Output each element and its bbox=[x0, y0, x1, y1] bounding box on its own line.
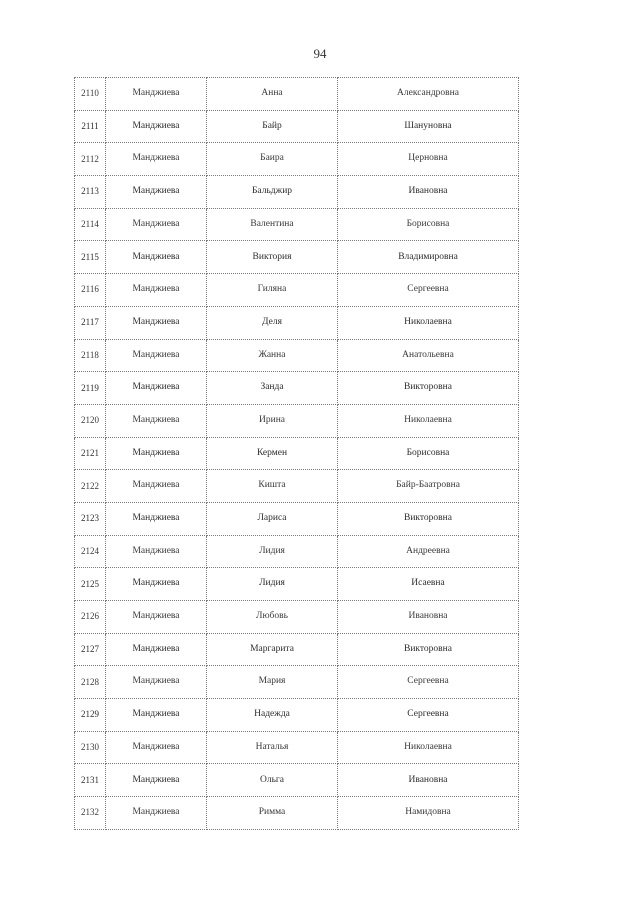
last-name-cell: Манджиева bbox=[106, 274, 207, 307]
patronymic-cell: Сергеевна bbox=[338, 699, 519, 732]
last-name-cell: Манджиева bbox=[106, 78, 207, 111]
table-row bbox=[75, 764, 519, 797]
table-row bbox=[75, 731, 519, 764]
first-name-cell: Кермен bbox=[207, 437, 338, 470]
table-row bbox=[75, 78, 519, 111]
table-row bbox=[75, 143, 519, 176]
table-row bbox=[75, 339, 519, 372]
first-name-cell: Надежда bbox=[207, 699, 338, 732]
row-number-cell: 2131 bbox=[75, 764, 106, 797]
row-number-cell: 2123 bbox=[75, 502, 106, 535]
patronymic-cell: Николаевна bbox=[338, 731, 519, 764]
first-name-cell: Деля bbox=[207, 306, 338, 339]
last-name-cell: Манджиева bbox=[106, 601, 207, 634]
last-name-cell: Манджиева bbox=[106, 764, 207, 797]
row-number-cell: 2116 bbox=[75, 274, 106, 307]
row-number-cell: 2111 bbox=[75, 110, 106, 143]
table-row bbox=[75, 502, 519, 535]
patronymic-cell: Шануновна bbox=[338, 110, 519, 143]
last-name-cell: Манджиева bbox=[106, 110, 207, 143]
first-name-cell: Валентина bbox=[207, 208, 338, 241]
last-name-cell: Манджиева bbox=[106, 666, 207, 699]
patronymic-cell: Сергеевна bbox=[338, 666, 519, 699]
row-number-cell: 2112 bbox=[75, 143, 106, 176]
first-name-cell: Наталья bbox=[207, 731, 338, 764]
patronymic-cell: Викторовна bbox=[338, 502, 519, 535]
table-row bbox=[75, 535, 519, 568]
patronymic-cell: Александровна bbox=[338, 78, 519, 111]
table-row bbox=[75, 208, 519, 241]
table-row bbox=[75, 568, 519, 601]
first-name-cell: Ольга bbox=[207, 764, 338, 797]
table-row bbox=[75, 306, 519, 339]
first-name-cell: Виктория bbox=[207, 241, 338, 274]
row-number-cell: 2119 bbox=[75, 372, 106, 405]
patronymic-cell: Владимировна bbox=[338, 241, 519, 274]
last-name-cell: Манджиева bbox=[106, 470, 207, 503]
row-number-cell: 2120 bbox=[75, 404, 106, 437]
row-number-cell: 2113 bbox=[75, 176, 106, 209]
row-number-cell: 2121 bbox=[75, 437, 106, 470]
last-name-cell: Манджиева bbox=[106, 699, 207, 732]
last-name-cell: Манджиева bbox=[106, 306, 207, 339]
first-name-cell: Занда bbox=[207, 372, 338, 405]
table-row bbox=[75, 470, 519, 503]
first-name-cell: Лидия bbox=[207, 535, 338, 568]
last-name-cell: Манджиева bbox=[106, 502, 207, 535]
first-name-cell: Баира bbox=[207, 143, 338, 176]
last-name-cell: Манджиева bbox=[106, 797, 207, 830]
row-number-cell: 2132 bbox=[75, 797, 106, 830]
page-number: 94 bbox=[313, 46, 327, 61]
table-row bbox=[75, 666, 519, 699]
row-number-cell: 2122 bbox=[75, 470, 106, 503]
last-name-cell: Манджиева bbox=[106, 633, 207, 666]
patronymic-cell: Намидовна bbox=[338, 797, 519, 830]
patronymic-cell: Анатольевна bbox=[338, 339, 519, 372]
patronymic-cell: Викторовна bbox=[338, 372, 519, 405]
row-number-cell: 2129 bbox=[75, 699, 106, 732]
patronymic-cell: Исаевна bbox=[338, 568, 519, 601]
first-name-cell: Гиляна bbox=[207, 274, 338, 307]
patronymic-cell: Сергеевна bbox=[338, 274, 519, 307]
patronymic-cell: Церновна bbox=[338, 143, 519, 176]
patronymic-cell: Ивановна bbox=[338, 764, 519, 797]
row-number-cell: 2124 bbox=[75, 535, 106, 568]
table-row bbox=[75, 372, 519, 405]
table-row bbox=[75, 797, 519, 830]
last-name-cell: Манджиева bbox=[106, 731, 207, 764]
names-table bbox=[74, 77, 519, 830]
row-number-cell: 2125 bbox=[75, 568, 106, 601]
patronymic-cell: Андреевна bbox=[338, 535, 519, 568]
last-name-cell: Манджиева bbox=[106, 339, 207, 372]
patronymic-cell: Борисовна bbox=[338, 437, 519, 470]
table-row bbox=[75, 241, 519, 274]
row-number-cell: 2115 bbox=[75, 241, 106, 274]
first-name-cell: Любовь bbox=[207, 601, 338, 634]
first-name-cell: Маргарита bbox=[207, 633, 338, 666]
row-number-cell: 2118 bbox=[75, 339, 106, 372]
last-name-cell: Манджиева bbox=[106, 176, 207, 209]
first-name-cell: Бальджир bbox=[207, 176, 338, 209]
patronymic-cell: Борисовна bbox=[338, 208, 519, 241]
first-name-cell: Анна bbox=[207, 78, 338, 111]
first-name-cell: Лариса bbox=[207, 502, 338, 535]
names-table-body bbox=[75, 78, 519, 830]
table-row bbox=[75, 404, 519, 437]
first-name-cell: Жанна bbox=[207, 339, 338, 372]
patronymic-cell: Николаевна bbox=[338, 404, 519, 437]
patronymic-cell: Ивановна bbox=[338, 176, 519, 209]
first-name-cell: Ирина bbox=[207, 404, 338, 437]
table-row bbox=[75, 699, 519, 732]
last-name-cell: Манджиева bbox=[106, 535, 207, 568]
table-row bbox=[75, 633, 519, 666]
row-number-cell: 2114 bbox=[75, 208, 106, 241]
last-name-cell: Манджиева bbox=[106, 208, 207, 241]
first-name-cell: Лидия bbox=[207, 568, 338, 601]
row-number-cell: 2117 bbox=[75, 306, 106, 339]
row-number-cell: 2130 bbox=[75, 731, 106, 764]
row-number-cell: 2126 bbox=[75, 601, 106, 634]
first-name-cell: Кишта bbox=[207, 470, 338, 503]
row-number-cell: 2127 bbox=[75, 633, 106, 666]
table-row bbox=[75, 274, 519, 307]
patronymic-cell: Ивановна bbox=[338, 601, 519, 634]
table-row bbox=[75, 110, 519, 143]
first-name-cell: Байр bbox=[207, 110, 338, 143]
last-name-cell: Манджиева bbox=[106, 404, 207, 437]
patronymic-cell: Николаевна bbox=[338, 306, 519, 339]
last-name-cell: Манджиева bbox=[106, 568, 207, 601]
row-number-cell: 2128 bbox=[75, 666, 106, 699]
patronymic-cell: Викторовна bbox=[338, 633, 519, 666]
table-row bbox=[75, 437, 519, 470]
last-name-cell: Манджиева bbox=[106, 241, 207, 274]
last-name-cell: Манджиева bbox=[106, 143, 207, 176]
row-number-cell: 2110 bbox=[75, 78, 106, 111]
last-name-cell: Манджиева bbox=[106, 437, 207, 470]
first-name-cell: Мария bbox=[207, 666, 338, 699]
first-name-cell: Римма bbox=[207, 797, 338, 830]
table-row bbox=[75, 176, 519, 209]
last-name-cell: Манджиева bbox=[106, 372, 207, 405]
table-row bbox=[75, 601, 519, 634]
patronymic-cell: Байр-Баатровна bbox=[338, 470, 519, 503]
